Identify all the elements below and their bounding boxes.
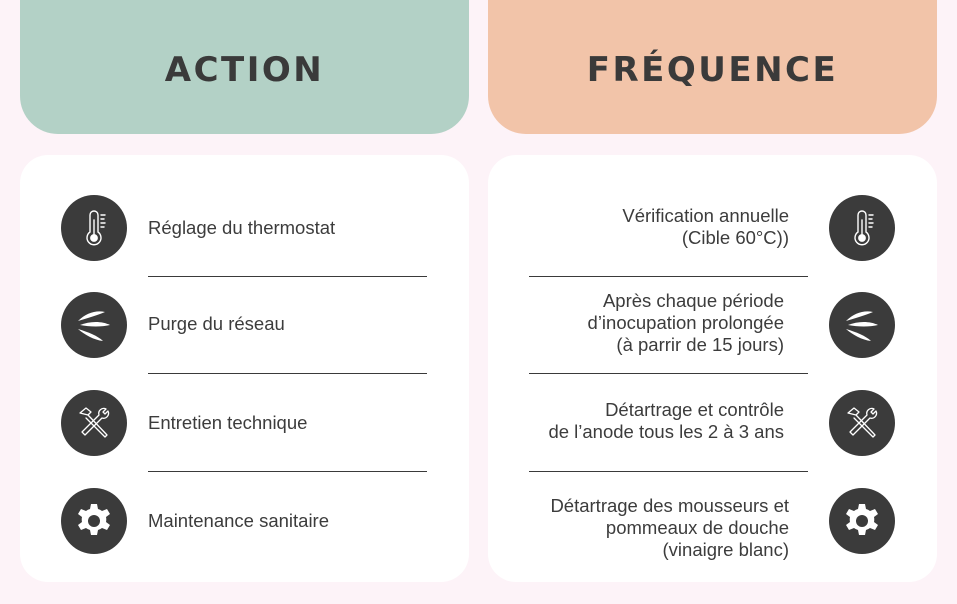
action-header-title: ACTION <box>164 50 325 90</box>
divider <box>148 471 427 472</box>
frequence-header <box>488 0 937 134</box>
frequence-entretien: Détartrage et contrôle de l’anode tous les 2 à 3 ans <box>548 399 784 442</box>
divider <box>529 373 808 374</box>
frequence-thermostat: Vérification annuelle (Cible 60°C)) <box>622 205 789 248</box>
gear-icon <box>829 488 895 554</box>
frequence-header-title: FRÉQUENCE <box>586 50 839 90</box>
thermometer-icon <box>61 195 127 261</box>
divider <box>529 276 808 277</box>
action-purge: Purge du réseau <box>148 313 285 334</box>
divider <box>148 373 427 374</box>
action-card <box>20 155 469 582</box>
hammer-wrench-icon <box>61 390 127 456</box>
action-header <box>20 0 469 134</box>
action-entretien: Entretien technique <box>148 412 308 433</box>
thermometer-icon <box>829 195 895 261</box>
action-thermostat: Réglage du thermostat <box>148 217 336 238</box>
water-spray-icon <box>61 292 127 358</box>
frequence-purge: Après chaque période d’inocupation prolongée (à parrir de 15 jours) <box>587 290 784 355</box>
action-maintenance: Maintenance sanitaire <box>148 510 329 531</box>
water-spray-icon <box>829 292 895 358</box>
divider <box>148 276 427 277</box>
hammer-wrench-icon <box>829 390 895 456</box>
gear-icon <box>61 488 127 554</box>
frequence-maintenance: Détartrage des mousseurs et pommeaux de douche (vinaigre blanc) <box>550 495 789 560</box>
frequence-card <box>488 155 937 582</box>
divider <box>529 471 808 472</box>
